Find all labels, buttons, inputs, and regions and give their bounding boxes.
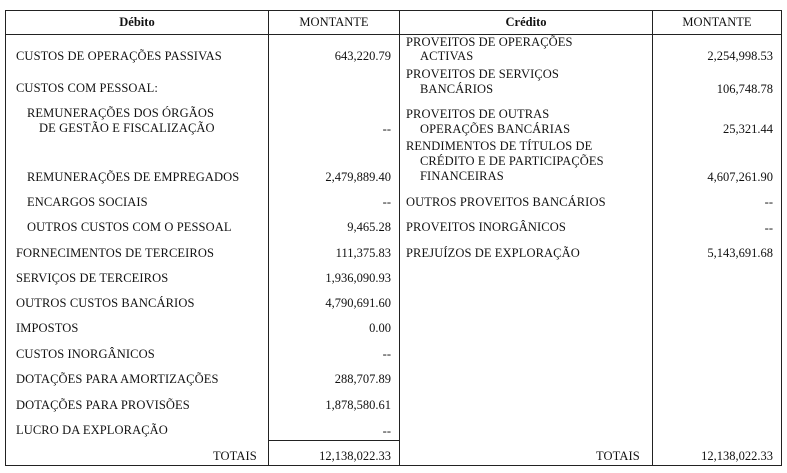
header-divider	[5, 34, 782, 35]
debit-row-amount: 9,465.28	[347, 220, 391, 234]
debit-row-label: OUTROS CUSTOS COM O PESSOAL	[27, 220, 232, 234]
credit-header: Crédito	[505, 15, 547, 29]
debit-header: Débito	[119, 15, 155, 29]
credit-row-amount: 106,748.78	[716, 82, 773, 96]
credit-row-label: OUTROS PROVEITOS BANCÁRIOS	[406, 195, 606, 209]
debit-row-label: CUSTOS COM PESSOAL:	[16, 81, 158, 95]
debit-row-amount: 0.00	[369, 321, 391, 335]
debit-row-label: REMUNERAÇÕES DE EMPREGADOS	[27, 170, 240, 184]
credit-amount-header: MONTANTE	[682, 15, 752, 29]
debit-row-amount: 2,479,889.40	[325, 170, 391, 184]
credit-row-label-cont: ACTIVAS	[420, 49, 474, 63]
credit-row-amount: 25,321.44	[723, 122, 773, 136]
debit-row-label: SERVIÇOS DE TERCEIROS	[16, 271, 169, 285]
debit-row-amount: 288,707.89	[334, 372, 391, 386]
debit-totals-amount: 12,138,022.33	[319, 449, 391, 463]
right-border	[781, 10, 782, 466]
debit-row-label-cont: DE GESTÃO E FISCALIZAÇÃO	[39, 121, 215, 135]
credit-row-amount: 5,143,691.68	[707, 246, 773, 260]
credit-row-label: RENDIMENTOS DE TÍTULOS DE	[406, 139, 593, 153]
debit-totals-rule	[268, 440, 399, 441]
debit-row-label: CUSTOS INORGÂNICOS	[16, 347, 155, 361]
bottom-border	[5, 465, 782, 466]
top-border	[5, 10, 782, 11]
debit-row-amount: --	[382, 122, 391, 136]
credit-row-amount: 4,607,261.90	[707, 170, 773, 184]
center-divider	[399, 10, 400, 466]
debit-row-amount: 1,878,580.61	[325, 398, 391, 412]
credit-amount-divider	[652, 10, 653, 466]
credit-row-label: PROVEITOS DE SERVIÇOS	[406, 67, 559, 81]
credit-row-amount: --	[764, 195, 773, 209]
debit-row-amount: --	[382, 424, 391, 438]
credit-row-label: PREJUÍZOS DE EXPLORAÇÃO	[406, 246, 580, 260]
credit-row-label-cont: FINANCEIRAS	[420, 169, 504, 183]
debit-row-label: CUSTOS DE OPERAÇÕES PASSIVAS	[16, 49, 222, 63]
debit-row-amount: 111,375.83	[335, 246, 391, 260]
debit-row-label: LUCRO DA EXPLORAÇÃO	[16, 423, 168, 437]
credit-row-label: PROVEITOS DE OPERAÇÕES	[406, 35, 573, 49]
credit-row-amount: --	[764, 221, 773, 235]
debit-row-label: OUTROS CUSTOS BANCÁRIOS	[16, 296, 195, 310]
debit-row-label: DOTAÇÕES PARA AMORTIZAÇÕES	[16, 372, 219, 386]
credit-row-label-cont: OPERAÇÕES BANCÁRIAS	[420, 122, 571, 136]
debit-row-label: IMPOSTOS	[16, 321, 79, 335]
debit-row-label: REMUNERAÇÕES DOS ÓRGÃOS	[27, 106, 215, 120]
debit-row-label: ENCARGOS SOCIAIS	[27, 195, 148, 209]
credit-row-label: PROVEITOS INORGÂNICOS	[406, 220, 566, 234]
credit-row-label: PROVEITOS DE OUTRAS	[406, 107, 550, 121]
debit-amount-header: MONTANTE	[299, 15, 369, 29]
debit-row-amount: 1,936,090.93	[325, 271, 391, 285]
left-border	[5, 10, 6, 466]
credit-row-amount: 2,254,998.53	[707, 49, 773, 63]
debit-row-amount: --	[382, 347, 391, 361]
credit-totals-amount: 12,138,022.33	[701, 449, 773, 463]
debit-row-amount: 643,220.79	[334, 49, 391, 63]
debit-row-amount: 4,790,691.60	[325, 296, 391, 310]
debit-row-amount: --	[382, 195, 391, 209]
credit-row-label-cont: BANCÁRIOS	[420, 82, 494, 96]
debit-row-label: FORNECIMENTOS DE TERCEIROS	[16, 246, 214, 260]
credit-row-label-cont: CRÉDITO E DE PARTICIPAÇÕES	[420, 154, 604, 168]
credit-totals-label: TOTAIS	[596, 449, 640, 463]
debit-row-label: DOTAÇÕES PARA PROVISÕES	[16, 398, 190, 412]
debit-totals-label: TOTAIS	[213, 449, 257, 463]
